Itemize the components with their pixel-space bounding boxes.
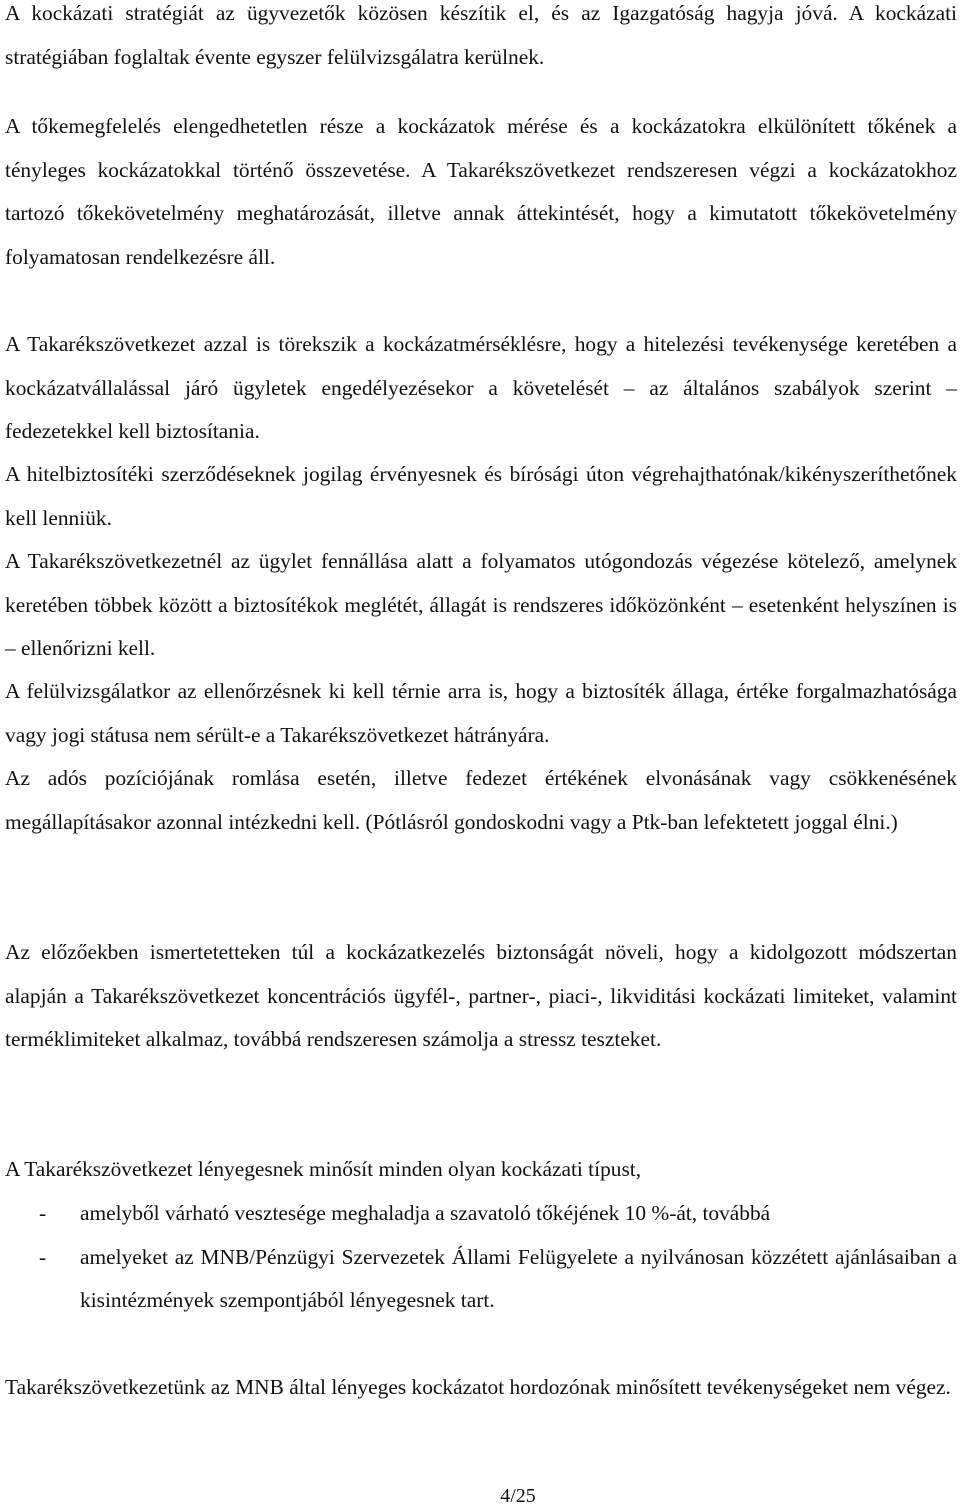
list-item-text: amelyeket az MNB/Pénzügyi Szervezetek Állami Felügyelete a nyilvánosan közzétett ajánlásaiban a kisintézmények szempontjából lényegesnek tart. <box>80 1244 957 1312</box>
list-item-text: amelyből várható vesztesége meghaladja a szavatoló tőkéjének 10 %-át, továbbá <box>80 1201 771 1225</box>
paragraph-debtor-position: Az adós pozíciójának romlása esetén, illetve fedezet értékének elvonásának vagy csökkenésének megállapításakor azonnal intézkedni kell. (Pótlásról gondoskodni vagy a Ptk-ban lefektetett joggal élni.) <box>5 766 957 834</box>
paragraph-collateral-contracts: A hitelbiztosítéki szerződéseknek jogilag érvényesnek és bírósági úton végrehajthatónak/kikényszeríthetőnek kell lenniük. <box>5 462 957 530</box>
paragraph-closing: Takarékszövetkezetünk az MNB által lényeges kockázatot hordozónak minősített tevékenységeket nem végez. <box>5 1375 951 1399</box>
paragraph-risk-mitigation: A Takarékszövetkezet azzal is törekszik a kockázatmérséklésre, hogy a hitelezési tevékenysége keretében a kockázatvállalással járó ügyletek engedélyezésekor a követelését – az általános szabályok szerint – fedezetekkel kell biztosítania. <box>5 332 957 443</box>
list-bullet: - <box>39 1201 47 1225</box>
paragraph-risk-strategy: A kockázati stratégiát az ügyvezetők közösen készítik el, és az Igazgatóság hagyja jóvá. A kockázati stratégiában foglaltak évente egyszer felülvizsgálatra kerülnek. <box>5 1 957 69</box>
page-number: 4/25 <box>500 1485 536 1507</box>
paragraph-material-risk-intro: A Takarékszövetkezet lényegesnek minősít minden olyan kockázati típust, <box>5 1157 642 1181</box>
list-bullet: - <box>39 1244 47 1269</box>
paragraph-review: A felülvizsgálatkor az ellenőrzésnek ki kell térnie arra is, hogy a biztosíték állaga, értéke forgalmazhatósága vagy jogi státusa nem sérült-e a Takarékszövetkezet hátrányára. <box>5 679 957 747</box>
paragraph-limits-stress-tests: Az előzőekben ismertetetteken túl a kockázatkezelés biztonságát növeli, hogy a kidolgozott módszertan alapján a Takarékszövetkezet koncentrációs ügyfél-, partner-, piaci-, likviditási kockázati limiteket, valamint terméklimiteket alkalmaz, továbbá rendszeresen számolja a stressz teszteket. <box>5 940 957 1051</box>
paragraph-capital-adequacy: A tőkemegfelelés elengedhetetlen része a kockázatok mérése és a kockázatokra elkülönített tőkének a tényleges kockázatokkal történő összevetése. A Takarékszövetkezet rendszeresen végzi a kockázatokhoz tartozó tőkekövetelmény meghatározását, illetve annak áttekintését, hogy a kimutatott tőkekövetelmény folyamatosan rendelkezésre áll. <box>5 114 957 269</box>
list-item <box>5 1192 957 1236</box>
paragraph-monitoring: A Takarékszövetkezetnél az ügylet fennállása alatt a folyamatos utógondozás végezése kötelező, amelynek keretében többek között a biztosítékok meglétét, állagát is rendszeres időközönként – esetenként helyszínen is – ellenőrizni kell. <box>5 549 957 660</box>
list-item <box>5 1236 957 1323</box>
material-risk-list <box>5 1192 957 1323</box>
